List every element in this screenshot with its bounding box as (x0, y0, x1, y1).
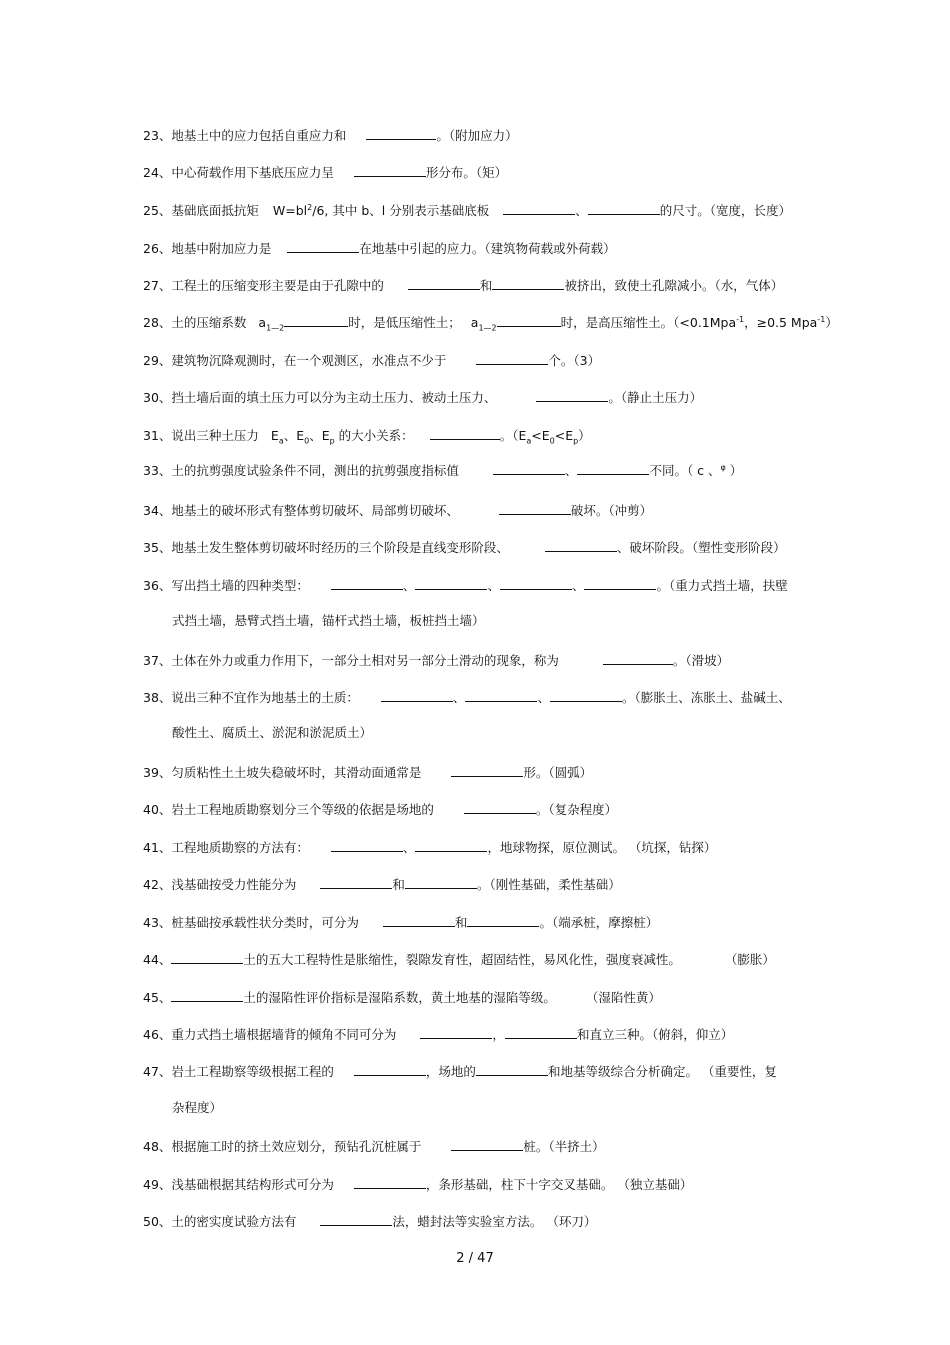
answer-blank (354, 1177, 426, 1189)
question-text: <E (531, 428, 550, 443)
question-continuation (172, 724, 852, 742)
question-text: 在地基中引起的应力。（建筑物荷载或外荷载） (359, 241, 616, 256)
question-text: 49、浅基础根据其结构形式可分为 (143, 1177, 334, 1192)
question-text: 。（重力式挡土墙，扶壁 (656, 578, 788, 593)
answer-blank (464, 802, 536, 814)
page-number: 2 / 47 (456, 1251, 494, 1266)
answer-blank (381, 690, 453, 702)
question-text: 46、重力式挡土墙根据墙背的倾角不同可分为 (143, 1027, 397, 1042)
question-text: 土的五大工程特性是胀缩性，裂隙发育性，超固结性，易风化性，强度衰减性。 (243, 952, 681, 967)
question-text: 不同。（ c 、 (649, 463, 721, 478)
question-text: 、 (575, 203, 588, 218)
question-text: 被挤出，致使土孔隙减小。（水，气体） (564, 278, 784, 293)
answer-blank (287, 241, 359, 253)
answer-blank (415, 840, 487, 852)
question-text: 杂程度） (172, 1100, 223, 1115)
question-text: ） (825, 315, 838, 330)
question-text: 27、工程土的压缩变形主要是由于孔隙中的 (143, 278, 384, 293)
question-text: 形分布。（矩） (425, 165, 508, 180)
question-text: 个。（3） (548, 353, 601, 368)
question-q36 (143, 577, 823, 595)
question-text: 42、浅基础按受力性能分为 (143, 877, 297, 892)
subscript: a (526, 436, 532, 446)
answer-blank (415, 578, 487, 590)
answer-blank (408, 278, 480, 290)
question-text: 土的湿陷性评价指标是湿陷系数，黄土地基的湿陷等级。 (243, 990, 556, 1005)
question-q35 (143, 539, 823, 557)
question-text: 28、土的压缩系数 (143, 315, 247, 330)
question-text: W=bl (272, 203, 308, 218)
subscript: 0 (304, 436, 310, 446)
question-text: 、 (487, 578, 500, 593)
question-text: ，地球物探，原位测试。 （坑探，钻探） (487, 840, 717, 855)
question-text: 和 (479, 278, 493, 293)
question-text: 。（刚性基础，柔性基础） (476, 877, 621, 892)
question-text: 、 (452, 690, 466, 705)
subscript: 0 (549, 436, 555, 446)
question-q48 (143, 1138, 823, 1156)
question-text: 破坏。（冲剪） (570, 503, 653, 518)
question-text: <E (554, 428, 574, 443)
question-text: 45、 (143, 990, 172, 1005)
question-text: 。（静止土压力） (608, 390, 703, 405)
answer-blank (366, 128, 436, 140)
answer-blank (171, 990, 243, 1002)
question-text: 41、工程地质勘察的方法有： (143, 840, 309, 855)
question-text: 和 (392, 877, 405, 892)
question-text: 24、中心荷载作用下基底压应力呈 (143, 165, 334, 180)
question-text: ， (492, 1027, 505, 1042)
answer-blank (383, 915, 455, 927)
question-text: 、E (283, 428, 305, 443)
answer-blank (603, 653, 673, 665)
answer-blank (545, 540, 617, 552)
question-q26 (143, 240, 823, 258)
question-text: 34、地基土的破坏形式有整体剪切破坏、局部剪切破坏、 (143, 503, 459, 518)
question-q34 (143, 502, 823, 520)
subscript: 1—2 (266, 323, 285, 333)
question-text: 25、基础底面抵抗矩 (143, 203, 259, 218)
question-q27 (143, 277, 823, 295)
question-q42 (143, 876, 823, 894)
answer-blank (476, 353, 548, 365)
question-q46 (143, 1026, 823, 1044)
question-text: 50、土的密实度试验方法有 (143, 1214, 297, 1229)
question-text: 48、根据施工时的挤土效应划分，预钻孔沉桩属于 (143, 1139, 422, 1154)
superscript: 2 (307, 202, 313, 212)
question-text: 的大小关系： (334, 428, 414, 443)
subscript: 1—2 (478, 323, 497, 333)
question-q44 (143, 951, 823, 969)
answer-blank (493, 463, 565, 475)
question-text: 47、岩土工程勘察等级根据工程的 (143, 1064, 334, 1079)
question-text: 酸性土、腐质土、淤泥和淤泥质土） (172, 725, 373, 740)
question-text: 、 (402, 578, 416, 593)
question-q38 (143, 689, 823, 707)
question-text: ，条形基础，柱下十字交叉基础。 （独立基础） (425, 1177, 693, 1192)
superscript: -1 (817, 314, 826, 324)
question-text: 26、地基中附加应力是 (143, 241, 272, 256)
answer-blank (536, 390, 608, 402)
answer-blank (497, 315, 561, 327)
question-text: 和直立三种。（俯斜，仰立） (576, 1027, 734, 1042)
question-text: 43、桩基础按承载性状分类时，可分为 (143, 915, 359, 930)
question-text: 。（端承桩，摩擦桩） (539, 915, 659, 930)
question-q23 (143, 127, 823, 145)
question-q49 (143, 1176, 823, 1194)
question-text: （膨胀） (724, 952, 775, 967)
question-q24 (143, 164, 823, 182)
question-q41 (143, 839, 823, 857)
answer-blank (584, 578, 656, 590)
question-q33 (143, 462, 823, 480)
answer-blank (354, 165, 426, 177)
question-text: 30、挡土墙后面的填土压力可以分为主动土压力、被动土压力、 (143, 390, 497, 405)
answer-blank (577, 463, 649, 475)
question-text: 、 (564, 463, 578, 478)
question-text: 。（复杂程度） (535, 802, 618, 817)
question-text: 39、匀质粘性土土坡失稳破坏时，其滑动面通常是 (143, 765, 422, 780)
answer-blank (420, 1027, 492, 1039)
question-text: 。（E (499, 428, 527, 443)
answer-blank (500, 578, 572, 590)
question-text: 29、建筑物沉降观测时，在一个观测区，水准点不少于 (143, 353, 447, 368)
question-text: 40、岩土工程地质勘察划分三个等级的依据是场地的 (143, 802, 434, 817)
question-text: 37、土体在外力或重力作用下，一部分土相对另一部分土滑动的现象，称为 (143, 653, 559, 668)
answer-blank (354, 1064, 426, 1076)
question-text: 35、地基土发生整体剪切破坏时经历的三个阶段是直线变形阶段、 (143, 540, 509, 555)
question-text: 、破坏阶段。（塑性变形阶段） (616, 540, 786, 555)
question-text: a (258, 315, 267, 330)
question-q25 (143, 202, 823, 220)
question-text: 、 (402, 840, 416, 855)
subscript: p (573, 436, 579, 446)
answer-blank (499, 503, 571, 515)
superscript: φ (720, 462, 726, 472)
question-text: 时，是高压缩性土。（<0.1Mpa (560, 315, 737, 330)
question-text: ） (578, 428, 591, 443)
answer-blank (476, 1064, 548, 1076)
answer-blank (320, 877, 392, 889)
question-text: 和地基等级综合分析确定。 （重要性，复 (547, 1064, 777, 1079)
question-q50 (143, 1213, 823, 1231)
answer-blank (505, 1027, 577, 1039)
question-q40 (143, 801, 823, 819)
question-continuation (172, 1099, 852, 1117)
answer-blank (492, 278, 564, 290)
answer-blank (588, 203, 660, 215)
subscript: a (278, 436, 284, 446)
question-q47 (143, 1063, 823, 1081)
question-text: ，≥0.5 Mpa (744, 315, 818, 330)
answer-blank (465, 690, 537, 702)
question-text: 44、 (143, 952, 172, 967)
answer-blank (331, 578, 403, 590)
question-text: 和 (454, 915, 468, 930)
answer-blank (320, 1214, 392, 1226)
question-q37 (143, 652, 823, 670)
question-text: 。（附加应力） (436, 128, 518, 143)
question-text: /6, 其中 b、l 分别表示基础底板 (312, 203, 490, 218)
question-text: 式挡土墙，悬臂式挡土墙，锚杆式挡土墙，板桩挡土墙） (172, 613, 485, 628)
question-q45 (143, 989, 823, 1007)
answer-blank (503, 203, 575, 215)
question-q28 (143, 314, 838, 333)
question-text: 23、地基土中的应力包括自重应力和 (143, 128, 347, 143)
question-q30 (143, 389, 823, 407)
question-text: 法，蜡封法等实验室方法。 （环刀） (392, 1214, 597, 1229)
question-text: 的尺寸。（宽度，长度） (659, 203, 791, 218)
question-text: 36、写出挡土墙的四种类型： (143, 578, 309, 593)
question-text: 。（滑坡） (672, 653, 730, 668)
question-text: 桩。（半挤土） (523, 1139, 605, 1154)
question-text: ，场地的 (425, 1064, 476, 1079)
question-q29 (143, 352, 823, 370)
question-q43 (143, 914, 823, 932)
question-text: 、E (309, 428, 330, 443)
question-text: （湿陷性黄） (585, 990, 661, 1005)
question-text: a (470, 315, 479, 330)
superscript: -1 (736, 314, 745, 324)
answer-blank (171, 952, 243, 964)
subscript: p (329, 436, 335, 446)
question-text: 38、说出三种不宜作为地基土的土质： (143, 690, 359, 705)
question-text: 33、土的抗剪强度试验条件不同，测出的抗剪强度指标值 (143, 463, 459, 478)
question-text: 。（膨胀土、冻胀土、盐碱土、 (621, 690, 791, 705)
answer-blank (405, 877, 477, 889)
answer-blank (451, 765, 523, 777)
question-text: 31、说出三种土压力 (143, 428, 259, 443)
answer-blank (284, 315, 348, 327)
question-q39 (143, 764, 823, 782)
answer-blank (331, 840, 403, 852)
question-text: E (270, 428, 279, 443)
answer-blank (430, 428, 500, 440)
answer-blank (550, 690, 622, 702)
question-text: 形。（圆弧） (523, 765, 593, 780)
question-text: ） (725, 463, 743, 478)
question-q31 (143, 427, 823, 445)
question-text: 、 (571, 578, 585, 593)
answer-blank (451, 1139, 523, 1151)
question-continuation (172, 612, 852, 630)
answer-blank (467, 915, 539, 927)
question-text: 时，是低压缩性土； (348, 315, 461, 330)
question-text: 、 (537, 690, 550, 705)
